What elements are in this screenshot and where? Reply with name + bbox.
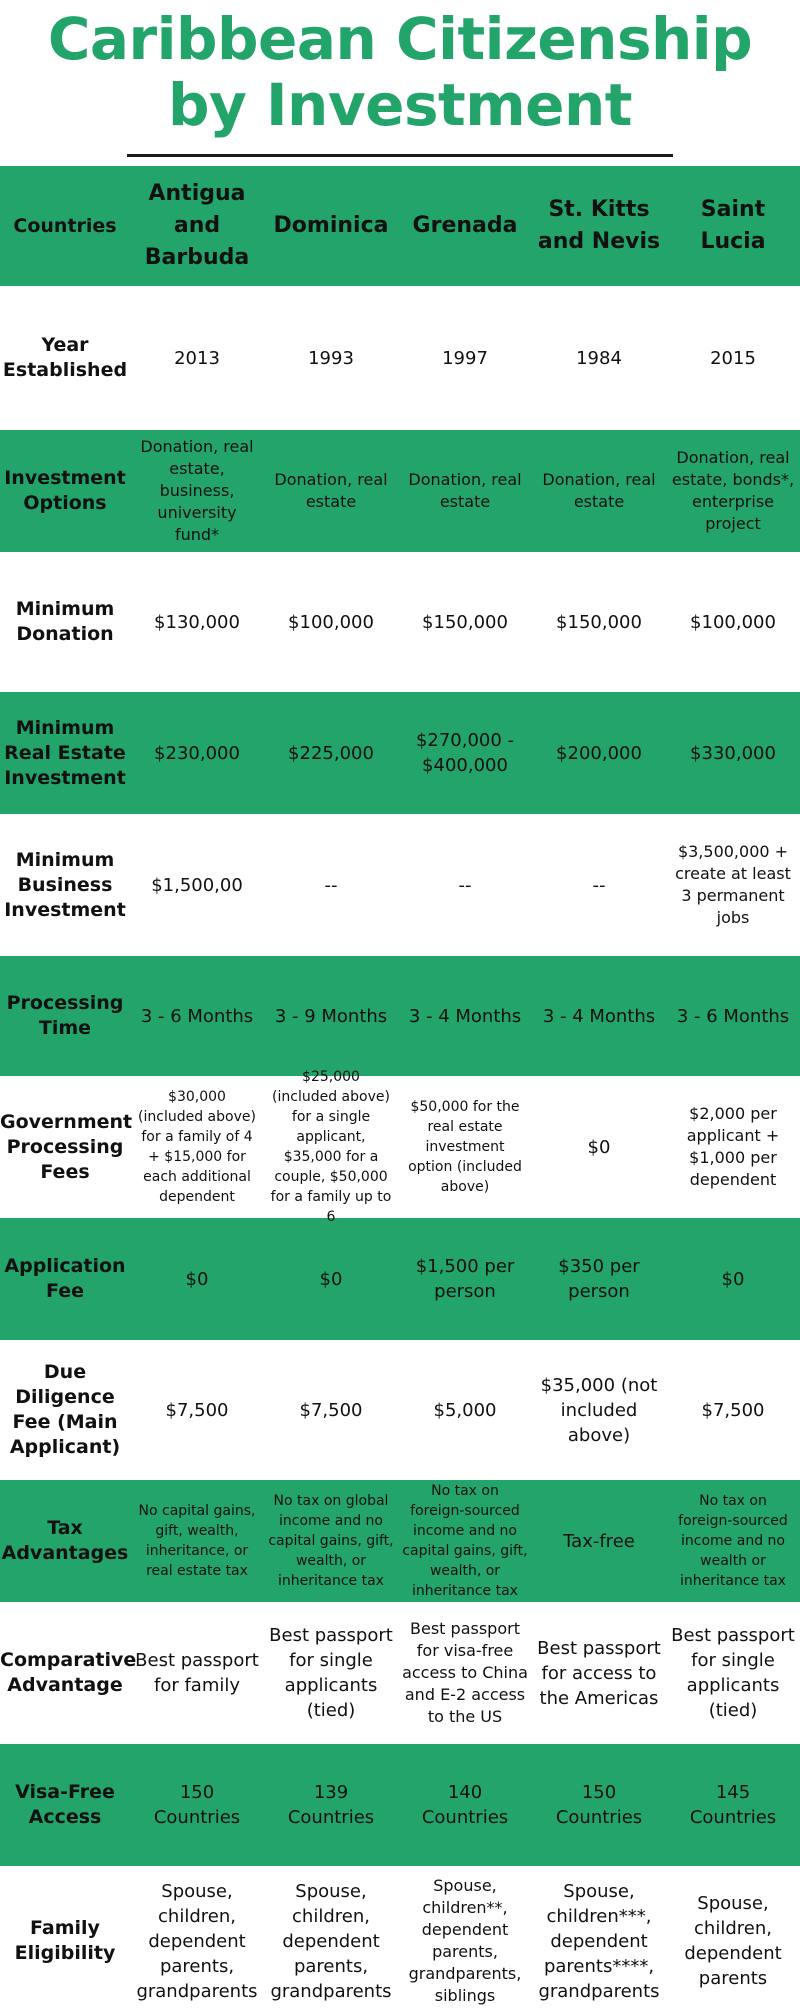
- table-cell: No tax on global income and no capital gains, gift, wealth, or inheritance tax: [268, 1493, 394, 1589]
- table-cell: Donation, real estate: [274, 470, 388, 511]
- country-header: Saint Lucia: [700, 197, 766, 254]
- table-cell: --: [458, 874, 472, 896]
- table-cell: $25,000 (included above) for a single applicant, $35,000 for a couple, $50,000 for a family up to 6: [270, 1069, 392, 1225]
- table-cell: 150 Countries: [153, 1782, 241, 1828]
- table-cell: 1997: [442, 347, 488, 369]
- table-cell: Tax-free: [563, 1530, 635, 1552]
- table-cell: Spouse, children, dependent parents: [684, 1893, 782, 1989]
- table-cell: 2015: [710, 347, 756, 369]
- table-cell: 1984: [576, 347, 622, 369]
- table-cell: Spouse, children, dependent parents, grandparents: [136, 1880, 258, 2002]
- country-header: Grenada: [412, 213, 518, 238]
- table-cell: 3 - 4 Months: [408, 1005, 522, 1027]
- table-cell: $270,000 - $400,000: [415, 730, 515, 776]
- row-label: Application Fee: [4, 1255, 126, 1302]
- title-block: [0, 0, 800, 160]
- table-cell: Best passport for family: [135, 1650, 259, 1696]
- table-cell: Donation, real estate, business, university fund*: [140, 437, 254, 544]
- table-cell: $230,000: [154, 742, 240, 764]
- table-cell: $0: [721, 1268, 745, 1290]
- table-cell: Spouse, children, dependent parents, grandparents: [270, 1880, 392, 2002]
- row-label: Investment Options: [4, 467, 126, 514]
- table-cell: $100,000: [288, 611, 374, 633]
- comparison-table: [0, 166, 800, 2016]
- table-cell: $225,000: [288, 742, 374, 764]
- title-line-2: by Investment: [167, 71, 633, 139]
- table-cell: No capital gains, gift, wealth, inheritance, or real estate tax: [138, 1503, 256, 1579]
- table-cell: $7,500: [299, 1399, 363, 1421]
- row-label: Government Processing Fees: [0, 1110, 133, 1183]
- table-cell: Best passport for single applicants (tied): [269, 1625, 393, 1721]
- table-cell: $2,000 per applicant + $1,000 per dependent: [686, 1104, 780, 1189]
- table-cell: No tax on foreign-sourced income and no capital gains, gift, wealth, or inheritance tax: [402, 1483, 528, 1599]
- table-cell: 3 - 9 Months: [274, 1005, 388, 1027]
- table-cell: $200,000: [556, 742, 642, 764]
- table-cell: $130,000: [154, 611, 240, 633]
- table-row: [0, 956, 800, 1076]
- row-label: Visa-Free Access: [15, 1781, 115, 1828]
- table-cell: Best passport for visa-free access to China and E-2 access to the US: [402, 1619, 528, 1726]
- table-cell: $50,000 for the real estate investment option (included above): [408, 1099, 522, 1195]
- row-label: Processing Time: [6, 992, 124, 1039]
- table-cell: 3 - 4 Months: [542, 1005, 656, 1027]
- table-cell: 139 Countries: [287, 1782, 375, 1828]
- table-cell: Best passport for access to the Americas: [537, 1637, 661, 1709]
- table-cell: $0: [319, 1268, 343, 1290]
- table-cell: Spouse, children**, dependent parents, grandparents, siblings: [408, 1876, 522, 2005]
- page-title: [0, 0, 800, 138]
- country-header: Antigua and Barbuda: [144, 181, 250, 270]
- table-cell: $7,500: [165, 1399, 229, 1421]
- country-header: St. Kitts and Nevis: [537, 197, 661, 254]
- row-label: Due Diligence Fee (Main Applicant): [9, 1361, 121, 1458]
- table-cell: $100,000: [690, 611, 776, 633]
- table-cell: Spouse, children***, dependent parents****, grandparents: [538, 1880, 660, 2002]
- table-cell: $150,000: [422, 611, 508, 633]
- table-cell: 3 - 6 Months: [676, 1005, 790, 1027]
- row-label: Year Established: [2, 334, 128, 381]
- country-header: Dominica: [273, 213, 389, 238]
- row-label: Minimum Business Investment: [4, 848, 126, 921]
- header-row: [0, 166, 800, 286]
- table-row: [0, 1602, 800, 1744]
- table-cell: $1,500 per person: [415, 1256, 515, 1302]
- table-row: [0, 1480, 800, 1602]
- table-cell: $7,500: [701, 1399, 765, 1421]
- table-cell: $3,500,000 + create at least 3 permanent jobs: [675, 842, 791, 927]
- header-label: Countries: [13, 214, 117, 237]
- row-label: Minimum Donation: [15, 598, 115, 645]
- table-row: [0, 814, 800, 956]
- table-row: [0, 286, 800, 430]
- table-cell: $30,000 (included above) for a family of 4 + $15,000 for each additional dependent: [138, 1089, 256, 1205]
- table-cell: $0: [185, 1268, 209, 1290]
- row-label: Comparative Advantage: [0, 1649, 137, 1696]
- table-row: [0, 1866, 800, 2016]
- table-row: [0, 1069, 800, 1225]
- table-cell: 3 - 6 Months: [140, 1005, 254, 1027]
- table-cell: $1,500,00: [151, 874, 243, 896]
- row-label: Family Eligibility: [14, 1917, 116, 1964]
- row-label: Minimum Real Estate Investment: [4, 716, 126, 789]
- table-row: [0, 552, 800, 692]
- table-cell: --: [592, 874, 606, 896]
- table-cell: $150,000: [556, 611, 642, 633]
- table-cell: $350 per person: [558, 1256, 640, 1302]
- table-row: [0, 1340, 800, 1480]
- table-cell: $5,000: [433, 1399, 497, 1421]
- table-cell: $35,000 (not included above): [540, 1374, 658, 1446]
- table-cell: Best passport for single applicants (tied): [671, 1625, 795, 1721]
- table-row: [0, 692, 800, 814]
- table-cell: --: [324, 874, 338, 896]
- table-cell: $0: [587, 1136, 611, 1158]
- table-cell: 2013: [174, 347, 220, 369]
- title-line-1: Caribbean Citizenship: [47, 5, 753, 73]
- table-cell: $330,000: [690, 742, 776, 764]
- table-cell: Donation, real estate, bonds*, enterprise project: [671, 448, 795, 533]
- title-underline: [127, 154, 673, 157]
- table-cell: No tax on foreign-sourced income and no wealth or inheritance tax: [678, 1493, 788, 1589]
- table-row: [0, 1744, 800, 1866]
- table-row: [0, 430, 800, 552]
- table-cell: Donation, real estate: [542, 470, 656, 511]
- table-cell: 140 Countries: [421, 1782, 509, 1828]
- table-cell: Donation, real estate: [408, 470, 522, 511]
- table-row: [0, 1218, 800, 1340]
- row-label: Tax Advantages: [1, 1517, 129, 1564]
- table-cell: 145 Countries: [689, 1782, 777, 1828]
- table-cell: 150 Countries: [555, 1782, 643, 1828]
- table-cell: 1993: [308, 347, 354, 369]
